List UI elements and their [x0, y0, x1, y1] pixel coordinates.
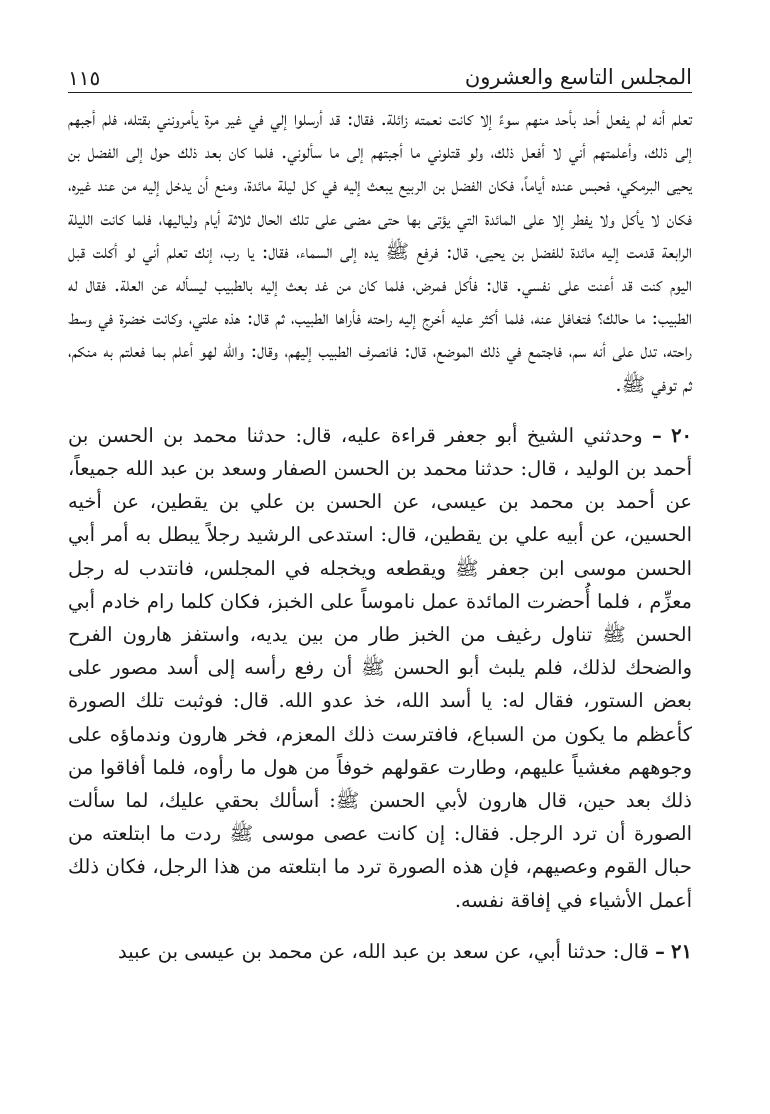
paragraph-hadith-20 [68, 419, 692, 917]
paragraph-1-text: تعلم أنه لم يفعل أحد بأحد منهم سوءً إلا كانت نعمته زائلة. فقال: قد أرسلوا إلي في غير مرة يأمرونني بقتله، فلم أجبهم إلى ذلك، وأعلمتهم أني لا أفعل ذلك، ولو قتلوني ما أجبتهم إلى ما سألوني. فلما كان بعد ذلك حول إلى الفضل بن يحيى البرمكي، فحبس عنده أياماً، فكان الفضل بن الربيع يبعث إليه في كل ليلة مائدة، ومنع أن يدخل إليه من عند غيره، فكان لا يأكل ولا يفطر إلا على المائدة التي يؤتى بها حتى مضى على تلك الحال ثلاثة أيام ولياليها، فلما كانت الليلة الرابعة قدمت إليه مائدة للفضل بن يحيى، قال: فرفع ﷺ يده إلى السماء، فقال: يا رب، إنك تعلم أني لو أكلت قبل اليوم كنت قد أعنت على نفسي. قال: فأكل فمرض، فلما كان من غد بعث إليه بالطبيب ليسأله عن العلة. فقال له الطبيب: ما حالك؟ فتغافل عنه، فلما أكثر عليه أخرج إليه راحته فأراها الطبيب، ثم قال: هذه علتي، وكانت خضرة في وسط راحته، تدل على أنه سم، فاجتمع في ذلك الموضع، قال: فانصرف الطبيب إليهم، وقال: والله لهو أعلم بما فعلتم به منكم، ثم توفي ﷺ. [68, 107, 692, 396]
body-text [68, 102, 692, 968]
paragraph-hadith-21 [68, 935, 692, 968]
page-number: ١١٥ [68, 66, 101, 90]
hadith-number: ٢١ [671, 939, 692, 963]
paragraph-1 [68, 102, 692, 401]
hadith-dash: – [655, 939, 665, 963]
running-title: المجلس التاسع والعشرون [464, 65, 692, 89]
hadith-number: ٢٠ [671, 423, 693, 447]
hadith-21-text: قال: حدثنا أبي، عن سعد بن عبد الله، عن محمد بن عيسى بن عبيد [117, 939, 649, 963]
page-header [68, 48, 692, 93]
hadith-dash: – [651, 423, 662, 447]
hadith-20-text: وحدثني الشيخ أبو جعفر قراءة عليه، قال: حدثنا محمد بن الحسن بن أحمد بن الوليد ، قال: حدثنا محمد بن الحسن الصفار وسعد بن عبد الله جميعاً، عن أحمد بن محمد بن عيسى، عن الحسن بن علي بن يقطين، عن أخيه الحسين، عن أبيه علي بن يقطين، قال: استدعى الرشيد رجلاً يبطل به أمر أبي الحسن موسى ابن جعفر ﷺ ويقطعه ويخجله في المجلس، فانتدب له رجل معزِّم ، فلما أُحضرت المائدة عمل ناموساً على الخبز، فكان كلما رام خادم أبي الحسن ﷺ تناول رغيف من الخبز طار من بين يديه، واستفز هارون الفرح والضحك لذلك، فلم يلبث أبو الحسن ﷺ أن رفع رأسه إلى أسد مصور على بعض الستور، فقال له: يا أسد الله، خذ عدو الله. قال: فوثبت تلك الصورة كأعظم ما يكون من السباع، فافترست ذلك المعزم، فخر هارون وندماؤه على وجوههم مغشياً عليهم، وطارت عقولهم خوفاً من هول ما رأوه، فلما أفاقوا من ذلك بعد حين، قال هارون لأبي الحسن ﷺ: أسألك بحقي عليك، لما سألت الصورة أن ترد الرجل. فقال: إن كانت عصى موسى ﷺ ردت ما ابتلعته من حبال القوم وعصيهم، فإن هذه الصورة ترد ما ابتلعته من هذا الرجل، فكان ذلك أعمل الأشياء في إفاقة نفسه. [68, 423, 692, 912]
